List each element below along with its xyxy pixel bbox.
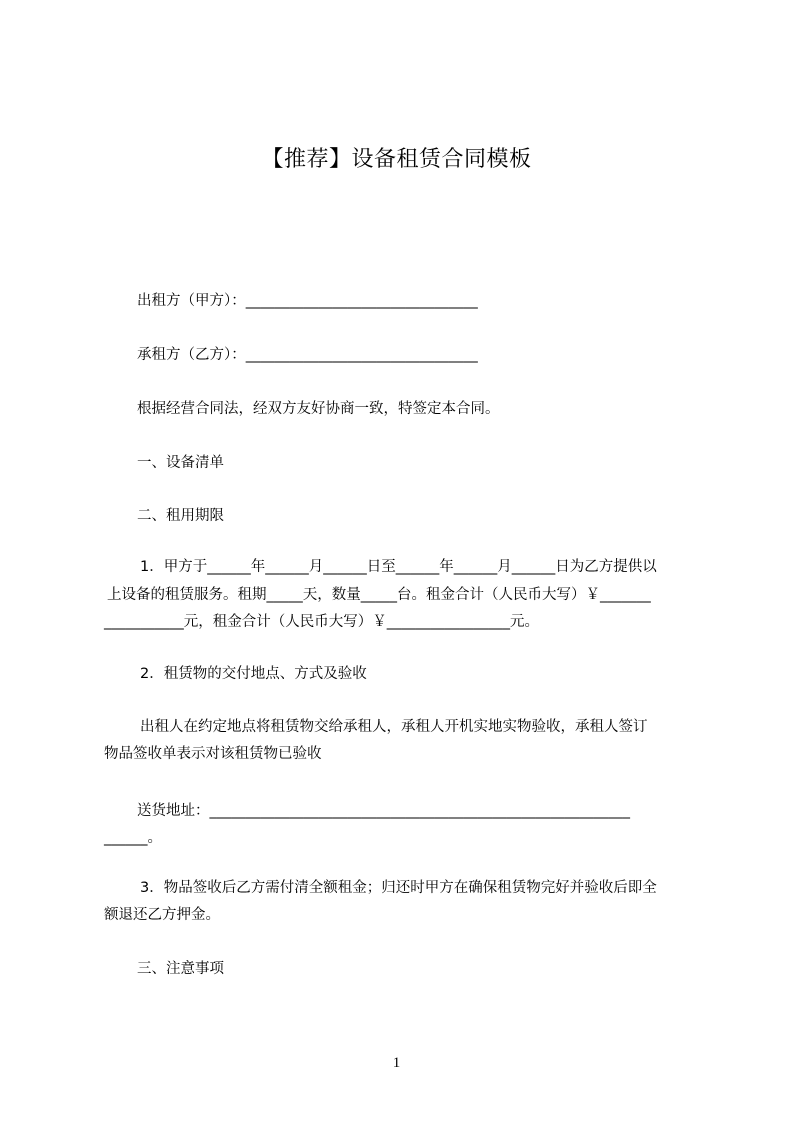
- section-heading-notes: 三、注意事项: [137, 961, 224, 977]
- delivery-address-line-1: 送货地址：__________________________________________________________: [137, 803, 630, 819]
- intro-paragraph: 根据经营合同法，经双方友好协商一致，特签定本合同。: [137, 401, 500, 417]
- clause-3-line-2: 额退还乙方押金。: [104, 907, 220, 923]
- clause-2-paragraph-line-1: 出租人在约定地点将租赁物交给承租人，承租人开机实地实物验收，承租人签订: [140, 719, 648, 735]
- clause-2-heading: 2．租赁物的交付地点、方式及验收: [140, 666, 367, 682]
- section-heading-equipment-list: 一、设备清单: [137, 455, 224, 471]
- clause-1-line-2: 上设备的租赁服务。租期_____天，数量_____台。租金合计（人民币大写）￥_______: [107, 587, 651, 603]
- clause-1-line-3: ___________元，租金合计（人民币大写）￥_________________元。: [104, 614, 539, 630]
- clause-2-paragraph-line-2: 物品签收单表示对该租赁物已验收: [104, 746, 322, 762]
- document-title: 【推荐】设备租赁合同模板: [261, 147, 532, 172]
- page-number: 1: [392, 1055, 401, 1071]
- clause-3-line-1: 3．物品签收后乙方需付清全额租金；归还时甲方在确保租赁物完好并验收后即全: [140, 880, 657, 896]
- lessor-line: 出租方（甲方）：________________________________: [137, 293, 478, 309]
- clause-1-line-1: 1．甲方于______年______月______日至______年______月______日为乙方提供以: [140, 559, 657, 575]
- section-heading-rental-period: 二、租用期限: [137, 508, 224, 524]
- lessee-line: 承租方（乙方）：________________________________: [137, 347, 478, 363]
- delivery-address-line-2: ______。: [104, 830, 162, 846]
